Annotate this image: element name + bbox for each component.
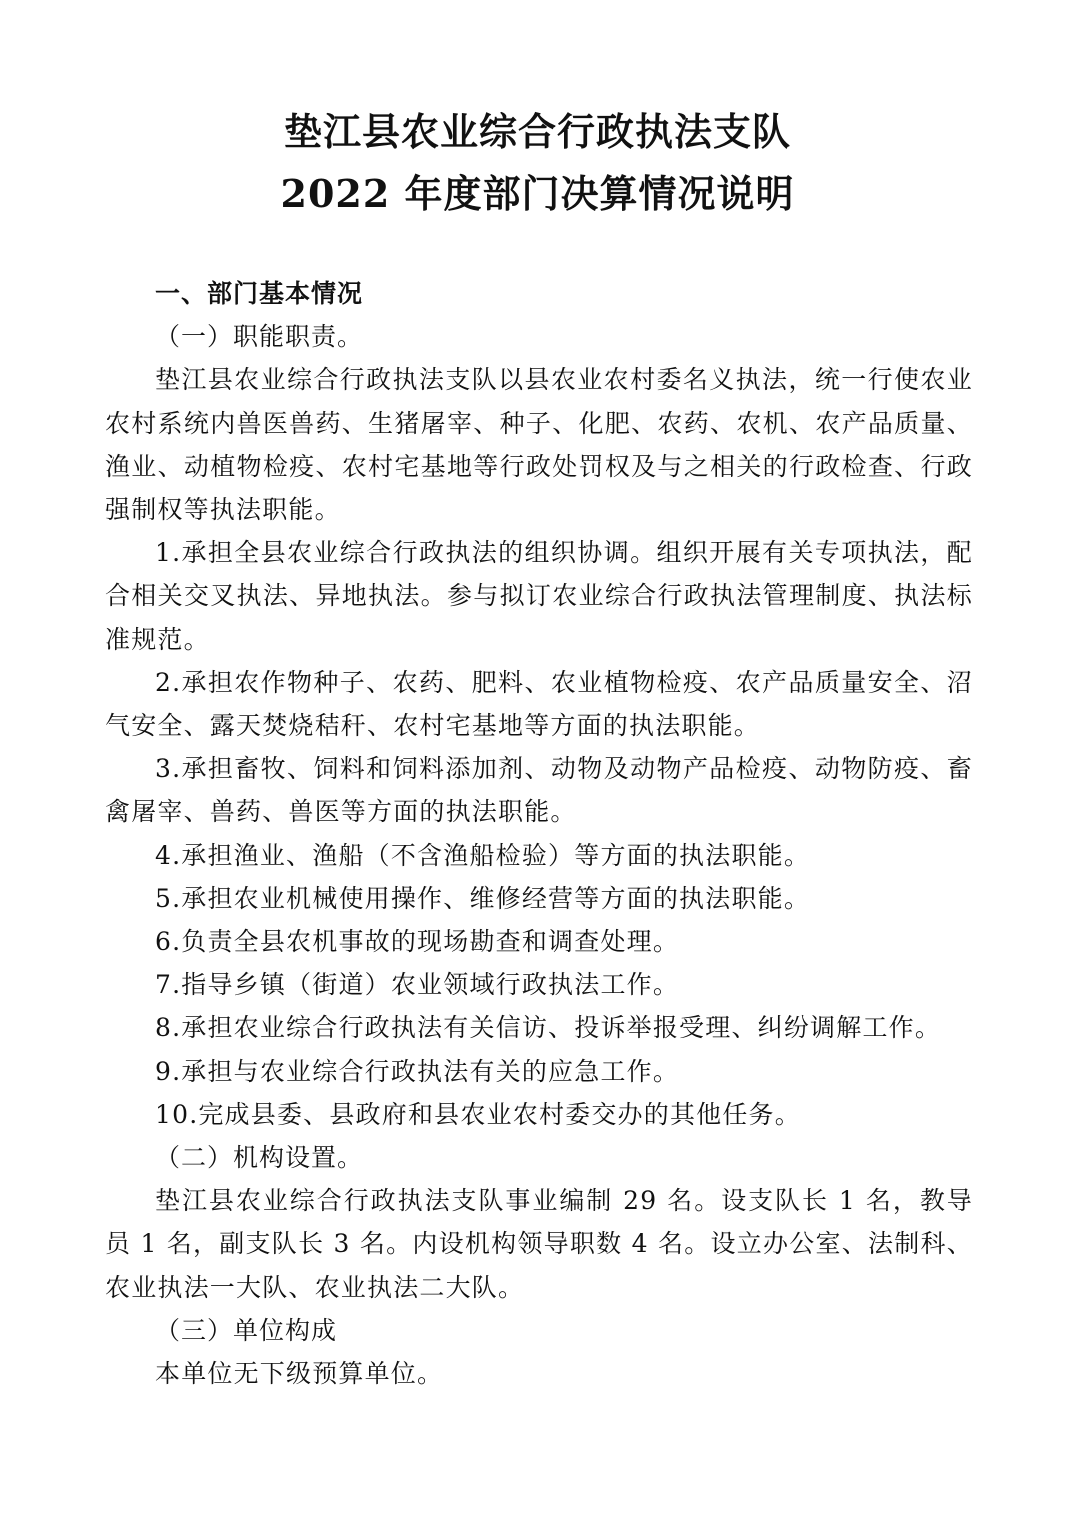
duty-item-9: 9.承担与农业综合行政执法有关的应急工作。 <box>155 1056 680 1086</box>
subsection-heading-unit-composition: （三）单位构成 <box>155 1315 338 1345</box>
unit-composition-paragraph: 本单位无下级预算单位。 <box>155 1359 444 1389</box>
duty-item-4: 4.承担渔业、渔船（不含渔船检验）等方面的执法职能。 <box>155 840 811 870</box>
duty-item-8: 8.承担农业综合行政执法有关信访、投诉举报受理、纠纷调解工作。 <box>155 1013 942 1043</box>
document-title-line2: 2022 年度部门决算情况说明 <box>280 171 795 216</box>
duty-item-7: 7.指导乡镇（街道）农业领域行政执法工作。 <box>155 970 680 1000</box>
subsection-heading-organization: （二）机构设置。 <box>155 1143 364 1173</box>
duty-item-6: 6.负责全县农机事故的现场勘查和调查处理。 <box>155 927 680 957</box>
duty-item-2: 2.承担农作物种子、农药、肥料、农业植物检疫、农产品质量安全、沼气安全、露天焚烧秸秆、农村宅基地等方面的执法职能。 <box>105 667 973 741</box>
document-title-line1: 垫江县农业综合行政执法支队 <box>283 109 791 154</box>
subsection-heading-duties: （一）职能职责。 <box>155 322 364 352</box>
duty-item-10: 10.完成县委、县政府和县农业农村委交办的其他任务。 <box>155 1099 801 1129</box>
duty-item-5: 5.承担农业机械使用操作、维修经营等方面的执法职能。 <box>155 883 811 913</box>
duties-intro-paragraph: 垫江县农业综合行政执法支队以县农业农村委名义执法，统一行使农业农村系统内兽医兽药、生猪屠宰、种子、化肥、农药、农机、农产品质量、渔业、动植物检疫、农村宅基地等行政处罚权及与之相关的行政检查、行政强制权等执法职能。 <box>105 365 973 525</box>
section-heading-basic-info: 一、部门基本情况 <box>155 279 364 308</box>
organization-paragraph: 垫江县农业综合行政执法支队事业编制 29 名。设支队长 1 名，教导员 1 名，副支队长 3 名。内设机构领导职数 4 名。设立办公室、法制科、农业执法一大队、农业执法二大队。 <box>105 1186 973 1302</box>
document-body <box>105 272 973 1395</box>
duty-item-3: 3.承担畜牧、饲料和饲料添加剂、动物及动物产品检疫、动物防疫、畜禽屠宰、兽药、兽医等方面的执法职能。 <box>105 754 973 827</box>
duty-item-1: 1.承担全县农业综合行政执法的组织协调。组织开展有关专项执法，配合相关交叉执法、异地执法。参与拟订农业综合行政执法管理制度、执法标准规范。 <box>105 538 973 654</box>
